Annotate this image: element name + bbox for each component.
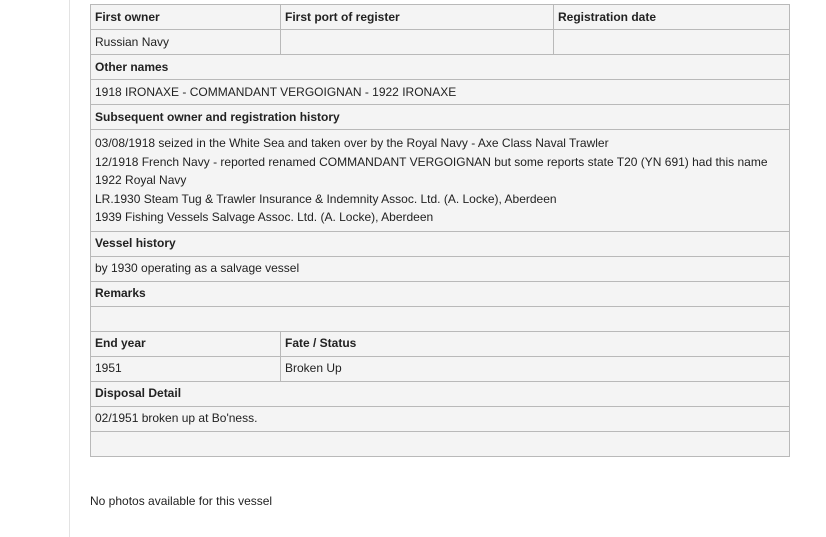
history-line: LR.1930 Steam Tug & Trawler Insurance & Indemnity Assoc. Ltd. (A. Locke), Aberdeen — [95, 191, 557, 206]
registration-date-header: Registration date — [554, 5, 790, 30]
disposal-detail-header: Disposal Detail — [91, 381, 790, 406]
end-year-value: 1951 — [91, 356, 281, 381]
history-line: 12/1918 French Navy - reported renamed COMMANDANT VERGOIGNAN but some reports state T20 (YN 691) had this name — [95, 154, 768, 169]
vessel-history-value: by 1930 operating as a salvage vessel — [91, 256, 790, 281]
remarks-header: Remarks — [91, 281, 790, 306]
table-row — [91, 306, 790, 331]
table-row — [91, 256, 790, 281]
first-port-header: First port of register — [281, 5, 554, 30]
vessel-details-table — [90, 4, 790, 457]
vessel-history-header: Vessel history — [91, 231, 790, 256]
table-row — [91, 281, 790, 306]
history-line: 1922 Royal Navy — [95, 173, 187, 187]
first-owner-value: Russian Navy — [91, 30, 281, 55]
other-names-value: 1918 IRONAXE - COMMANDANT VERGOIGNAN - 1922 IRONAXE — [91, 80, 790, 105]
table-row — [91, 431, 790, 456]
table-row — [91, 80, 790, 105]
table-row — [91, 381, 790, 406]
fate-status-value: Broken Up — [281, 356, 790, 381]
table-row — [91, 231, 790, 256]
fate-status-header: Fate / Status — [281, 331, 790, 356]
table-row — [91, 105, 790, 130]
table-row — [91, 331, 790, 356]
left-divider — [69, 0, 70, 537]
history-line: 1939 Fishing Vessels Salvage Assoc. Ltd. (A. Locke), Aberdeen — [95, 210, 434, 224]
table-row — [91, 5, 790, 30]
history-line: 03/08/1918 seized in the White Sea and taken over by the Royal Navy - Axe Class Naval Trawler — [95, 136, 609, 150]
empty-cell — [91, 431, 790, 456]
table-row — [91, 356, 790, 381]
other-names-header: Other names — [91, 55, 790, 80]
table-row — [91, 406, 790, 431]
table-row — [91, 130, 790, 232]
subsequent-history-header: Subsequent owner and registration history — [91, 105, 790, 130]
subsequent-history-value — [91, 130, 790, 232]
end-year-header: End year — [91, 331, 281, 356]
disposal-detail-value: 02/1951 broken up at Bo'ness. — [91, 406, 790, 431]
no-photos-message: No photos available for this vessel — [90, 494, 273, 508]
remarks-value — [91, 306, 790, 331]
table-row — [91, 55, 790, 80]
first-owner-header: First owner — [91, 5, 281, 30]
first-port-value — [281, 30, 554, 55]
registration-date-value — [554, 30, 790, 55]
table-row — [91, 30, 790, 55]
